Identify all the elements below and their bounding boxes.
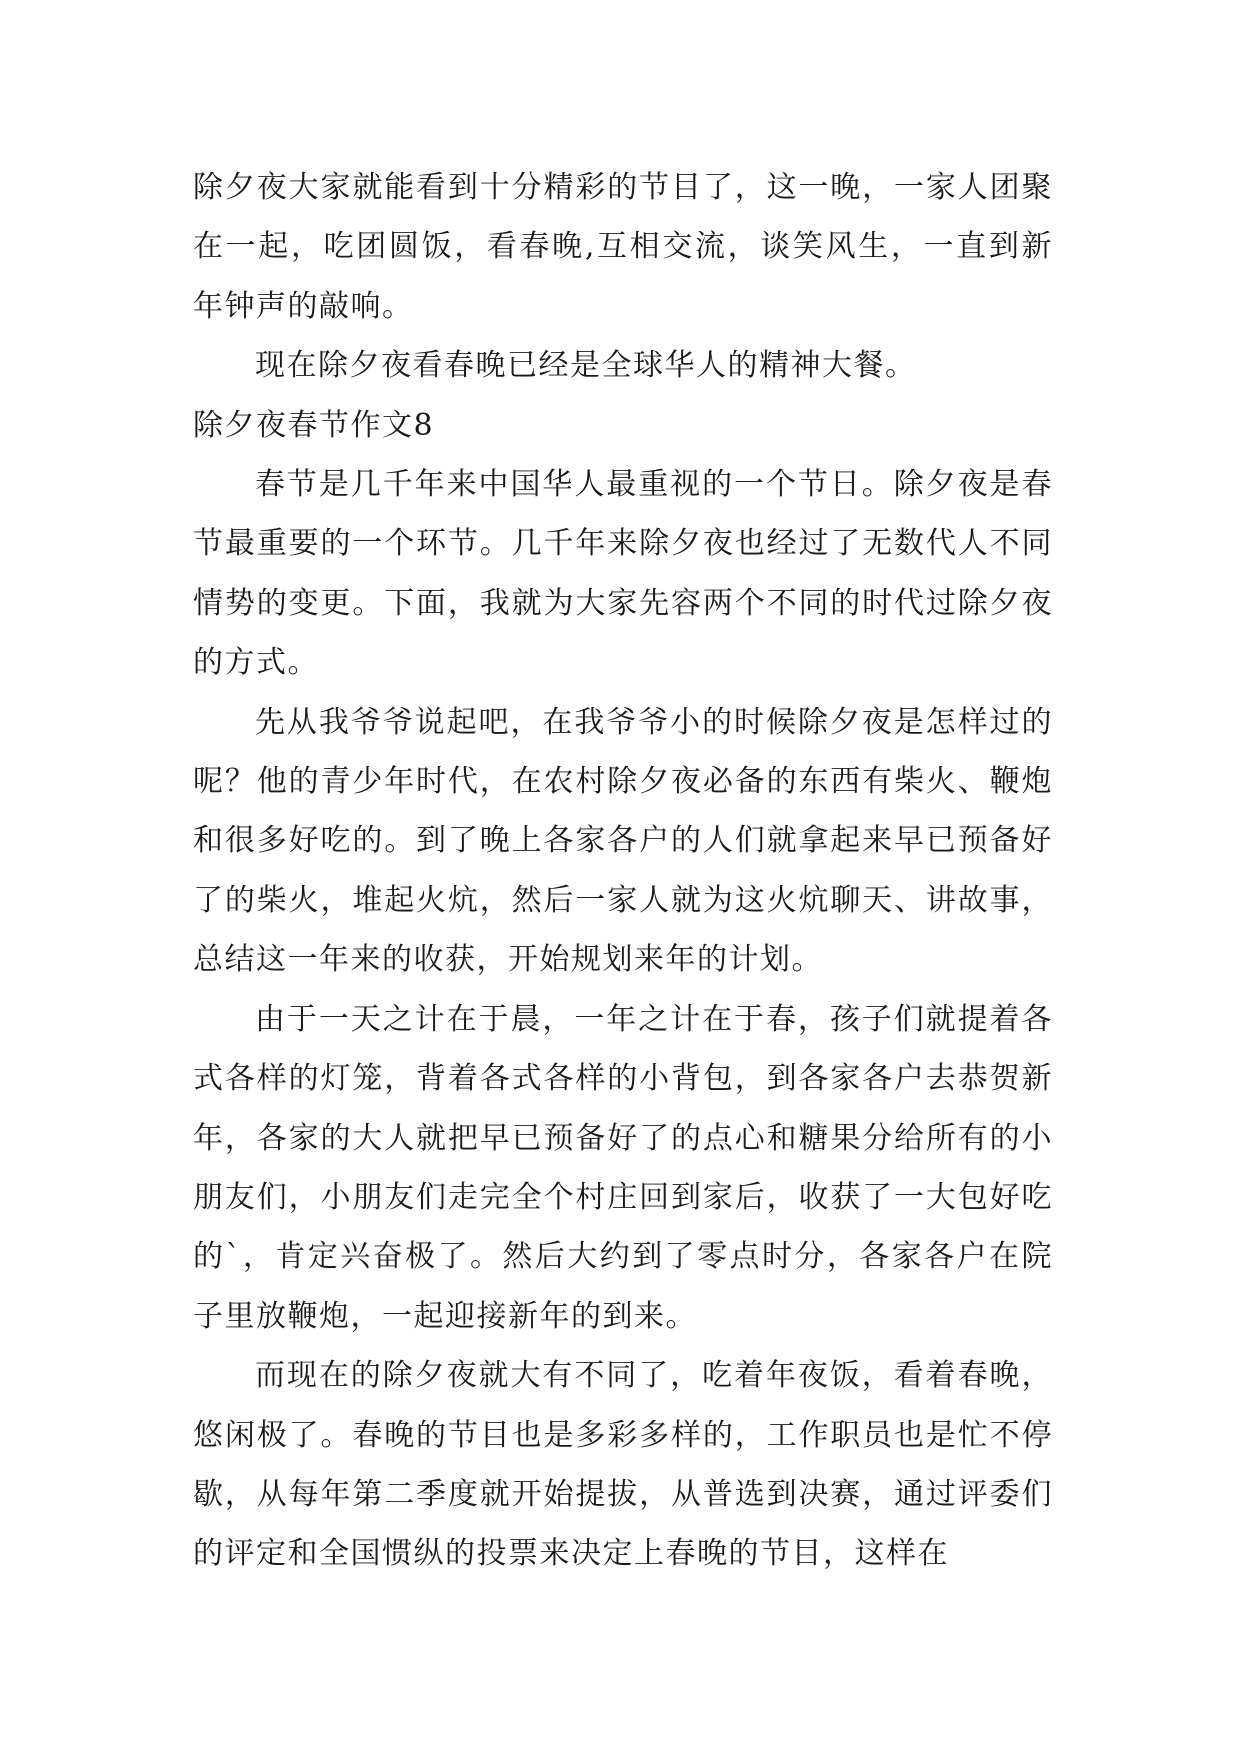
paragraph-intro: 除夕夜大家就能看到十分精彩的节目了，这一晚，一家人团聚在一起，吃团圆饭，看春晚,互相交流，谈笑风生，一直到新年钟声的敲响。 (193, 170, 1053, 324)
section-title: 除夕夜春节作文8 (193, 407, 435, 443)
paragraph-modern: 而现在的除夕夜就大有不同了，吃着年夜饭，看着春晚，悠闲极了。春晚的节目也是多彩多样的，工作职员也是忙不停歇，从每年第二季度就开始提拔，从普选到决赛，通过评委们的评定和全国惯纵的投票来决定上春晚的节目，这样在 (193, 1358, 1053, 1572)
paragraph-grandfather: 先从我爷爷说起吧，在我爷爷小的时候除夕夜是怎样过的呢？他的青少年时代，在农村除夕夜必备的东西有柴火、鞭炮和很多好吃的。到了晚上各家各户的人们就拿起来早已预备好了的柴火，堆起火炕，然后一家人就为这火炕聊天、讲故事，总结这一年来的收获，开始规划来年的计划。 (193, 704, 1053, 978)
paragraph-children: 由于一天之计在于晨，一年之计在于春，孩子们就提着各式各样的灯笼，背着各式各样的小背包，到各家各户去恭贺新年，各家的大人就把早已预备好了的点心和糖果分给所有的小朋友们，小朋友们走完全个村庄回到家后，收获了一大包好吃的`，肯定兴奋极了。然后大约到了零点时分，各家各户在院子里放鞭炮，一起迎接新年的到来。 (193, 1001, 1053, 1334)
paragraph-spring-gala: 现在除夕夜看春晚已经是全球华人的精神大餐。 (255, 348, 917, 384)
document-body (193, 158, 1053, 1584)
paragraph-essay-intro: 春节是几千年来中国华人最重视的一个节日。除夕夜是春节最重要的一个环节。几千年来除夕夜也经过了无数代人不同情势的变更。下面，我就为大家先容两个不同的时代过除夕夜的方式。 (193, 467, 1053, 681)
